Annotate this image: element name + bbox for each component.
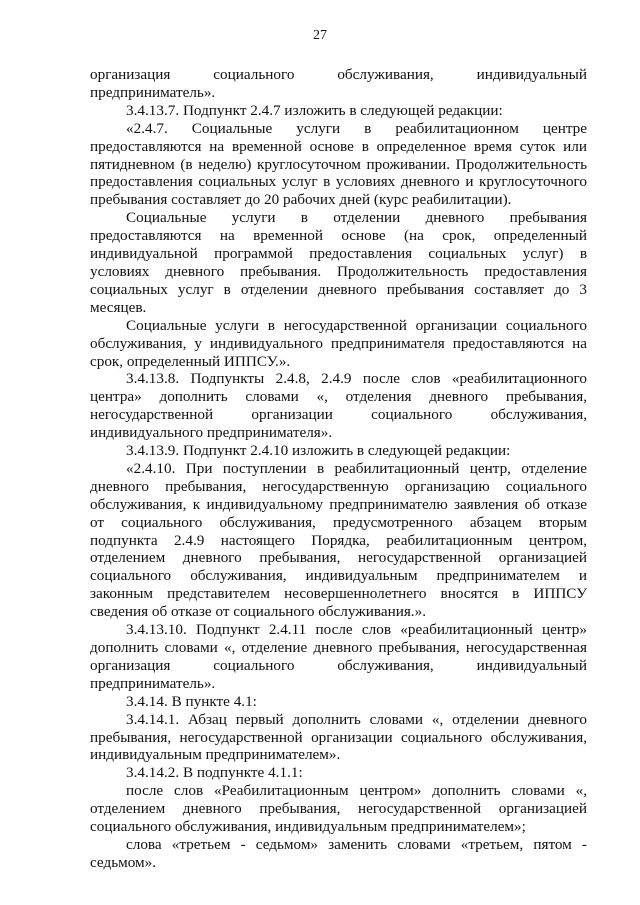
paragraph-item-3-4-13-8: 3.4.13.8. Подпункты 2.4.8, 2.4.9 после слов «реабилитационного центра» дополнить словами «, отделения дневного пребывания, негосударственной организации социального обслуживания, индивидуального предпринимателя».: [90, 370, 587, 442]
paragraph-item-3-4-13-7: 3.4.13.7. Подпункт 2.4.7 изложить в следующей редакции:: [126, 101, 503, 119]
paragraph-non-state: Социальные услуги в негосударственной организации социального обслуживания, у индивидуального предпринимателя предоставляются на срок, определенный ИППСУ.».: [90, 316, 587, 370]
paragraph-amend-after-words: после слов «Реабилитационным центром» дополнить словами «, отделением дневного пребывания, негосударственной организацией социального обслуживания, индивидуальным предпринимателем»;: [90, 782, 587, 836]
paragraph-item-3-4-14-2: 3.4.14.2. В подпункте 4.1.1:: [126, 764, 303, 782]
paragraph-item-3-4-13-10: 3.4.13.10. Подпункт 2.4.11 после слов «реабилитационный центр» дополнить словами «, отделение дневного пребывания, негосударственная организация социального обслуживания, индивидуальный предприниматель».: [90, 621, 587, 692]
paragraph-day-stay: Социальные услуги в отделении дневного пребывания предоставляются на временной основе (на срок, определенный индивидуальной программой предоставления социальных услуг) в условиях дневного пребывания. Продолжительность предоставления социальных услуг в отделении дневного пребывания составляет до 3 месяцев.: [90, 209, 587, 316]
paragraph-quote-2-4-7: «2.4.7. Социальные услуги в реабилитационном центре предоставляются на временной основе в определенное время суток или пятидневном (в неделю) круглосуточном проживании. Продолжительность предоставления социальных услуг в условиях дневного и круглосуточного пребывания составляет до 20 рабочих дней (курс реабилитации).: [90, 119, 587, 209]
paragraph-item-3-4-13-9: 3.4.13.9. Подпункт 2.4.10 изложить в следующей редакции:: [126, 442, 511, 460]
document-body: [90, 66, 587, 872]
paragraph-item-3-4-14-1: 3.4.14.1. Абзац первый дополнить словами «, отделении дневного пребывания, негосударственной организации социального обслуживания, индивидуальным предпринимателем».: [90, 710, 587, 764]
paragraph-continuation: организация социального обслуживания, индивидуальный предприниматель».: [90, 66, 587, 101]
paragraph-item-3-4-14: 3.4.14. В пункте 4.1:: [126, 692, 257, 710]
paragraph-amend-replace-words: слова «третьем - седьмом» заменить словами «третьем, пятом - седьмом».: [90, 835, 587, 871]
paragraph-quote-2-4-10: «2.4.10. При поступлении в реабилитационный центр, отделение дневного пребывания, негосударственную организацию социального обслуживания, к индивидуальному предпринимателю заявления об отказе от социального обслуживания, предусмотренного абзацем вторым подпункта 2.4.9 настоящего Порядка, реабилитационным центром, отделением дневного пребывания, негосударственной организацией социального обслуживания, индивидуальным предпринимателем и законным представителем несовершеннолетнего вносятся в ИППСУ сведения об отказе от социального обслуживания.».: [90, 459, 587, 621]
page-number: 27: [313, 28, 327, 43]
